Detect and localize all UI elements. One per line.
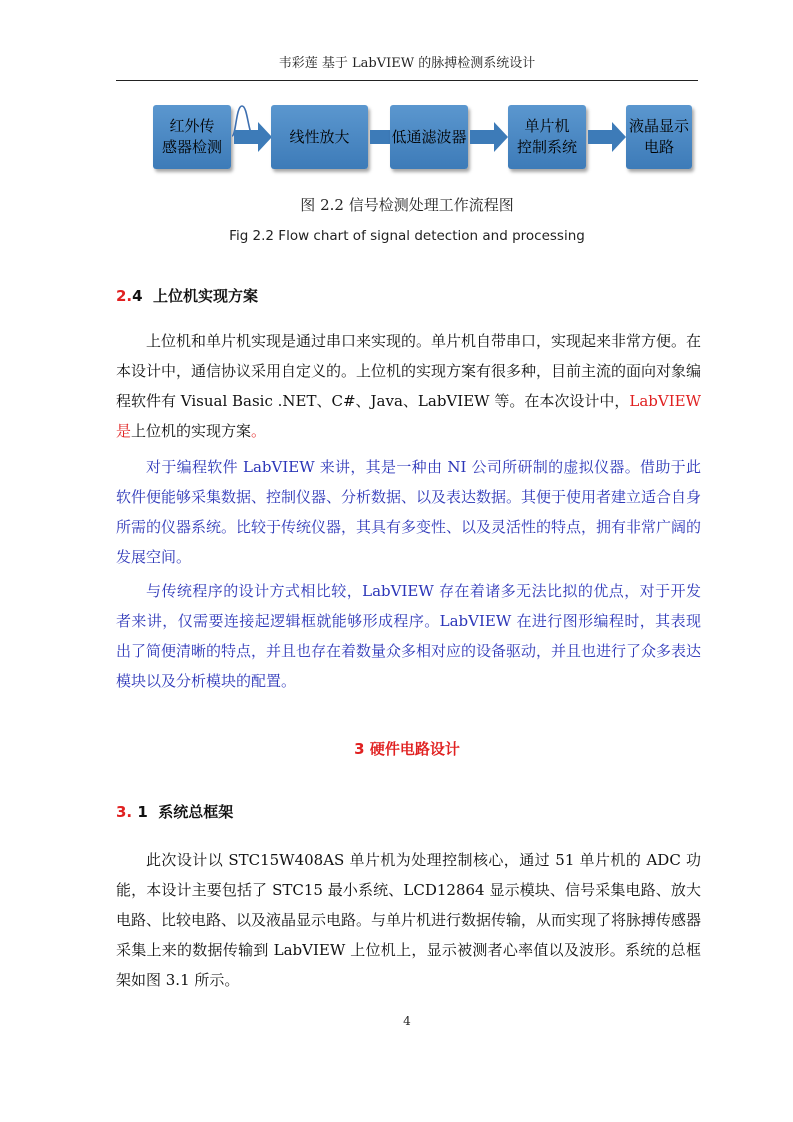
flow-arrow-4 bbox=[588, 122, 628, 152]
paragraph-labview-intro: 对于编程软件 LabVIEW 来讲，其是一种由 NI 公司所研制的虚拟仪器。借助于此软件便能够采集数据、控制仪器、分析数据、以及表达数据。其便于使用者建立适合自身所需的仪器系统。比较于传统仪器，其具有多变性、以及灵活性的特点，拥有非常广阔的发展空间。 bbox=[116, 458, 702, 566]
flow-box-lcd-display bbox=[626, 105, 692, 169]
running-header: 韦彩莲 基于 LabVIEW 的脉搏检测系统设计 bbox=[278, 56, 536, 71]
figure-caption-cn: 图 2.2 信号检测处理工作流程图 bbox=[300, 196, 514, 214]
flow-box-mcu-control bbox=[508, 105, 586, 169]
section-3-1-heading bbox=[116, 801, 233, 822]
flow-box-label: 单片机 控制系统 bbox=[516, 117, 577, 156]
paragraph-text: 上位机的实现方案 bbox=[131, 422, 252, 440]
section-number-red: 2. bbox=[116, 287, 133, 305]
flow-box-label: 红外传 感器检测 bbox=[161, 117, 222, 156]
section-number: 4 bbox=[132, 287, 143, 305]
section-2-4-heading bbox=[116, 285, 258, 306]
flow-box-label: 液晶显示 电路 bbox=[628, 117, 689, 156]
figure-caption-en: Fig 2.2 Flow chart of signal detection and processing bbox=[229, 228, 585, 244]
flow-arrow-3 bbox=[470, 122, 510, 152]
section-title: 上位机实现方案 bbox=[153, 287, 259, 305]
flow-box-linear-amplifier bbox=[271, 105, 368, 169]
paragraph-text: 上位机和单片机实现是通过串口来实现的。单片机自带串口，实现起来非常方便。在本设计中，通信协议采用自定义的。上位机的实现方案有很多种，目前主流的面向对象编程软件有 Visual Basic .NET、C#、Java、LabVIEW 等。在本次设计中， bbox=[116, 332, 702, 410]
page-number: 4 bbox=[403, 1014, 411, 1028]
paragraph-labview-advantages: 与传统程序的设计方式相比较，LabVIEW 存在着诸多无法比拟的优点，对于开发者来讲，仅需要连接起逻辑框就能够形成程序。LabVIEW 在进行图形编程时，其表现出了简便清晰的特点，并且也存在着数量众多相对应的设备驱动，并且也进行了众多表达模块以及分析模块的配置。 bbox=[116, 582, 702, 690]
section-number-red: 3. bbox=[116, 803, 133, 821]
paragraph-upper-computer bbox=[116, 326, 701, 446]
flow-box-label: 低通滤波器 bbox=[391, 127, 467, 146]
flow-box-label: 线性放大 bbox=[289, 127, 350, 146]
flow-box-low-pass-filter bbox=[390, 105, 468, 169]
section-number: 1 bbox=[132, 803, 148, 821]
highlight-text: LabVIEW 是 bbox=[116, 392, 701, 440]
section-title: 系统总框架 bbox=[158, 803, 234, 821]
signal-flowchart bbox=[150, 100, 695, 180]
highlight-text: 。 bbox=[251, 422, 267, 440]
header-rule bbox=[116, 80, 698, 81]
flow-arrow-1 bbox=[234, 122, 274, 152]
flow-box-ir-sensor bbox=[153, 105, 231, 169]
paragraph-system-framework: 此次设计以 STC15W408AS 单片机为处理控制核心，通过 51 单片机的 ADC 功能，本设计主要包括了 STC15 最小系统、LCD12864 显示模块、信号采集电路、放大电路、比较电路、以及液晶显示电路。与单片机进行数据传输，从而实现了将脉搏传感器采集上来的数据传输到 LabVIEW 上位机上，显示被测者心率值以及波形。系统的总框架如图 3.1 所示。 bbox=[116, 851, 702, 989]
chapter-3-heading: 3 硬件电路设计 bbox=[354, 740, 460, 758]
